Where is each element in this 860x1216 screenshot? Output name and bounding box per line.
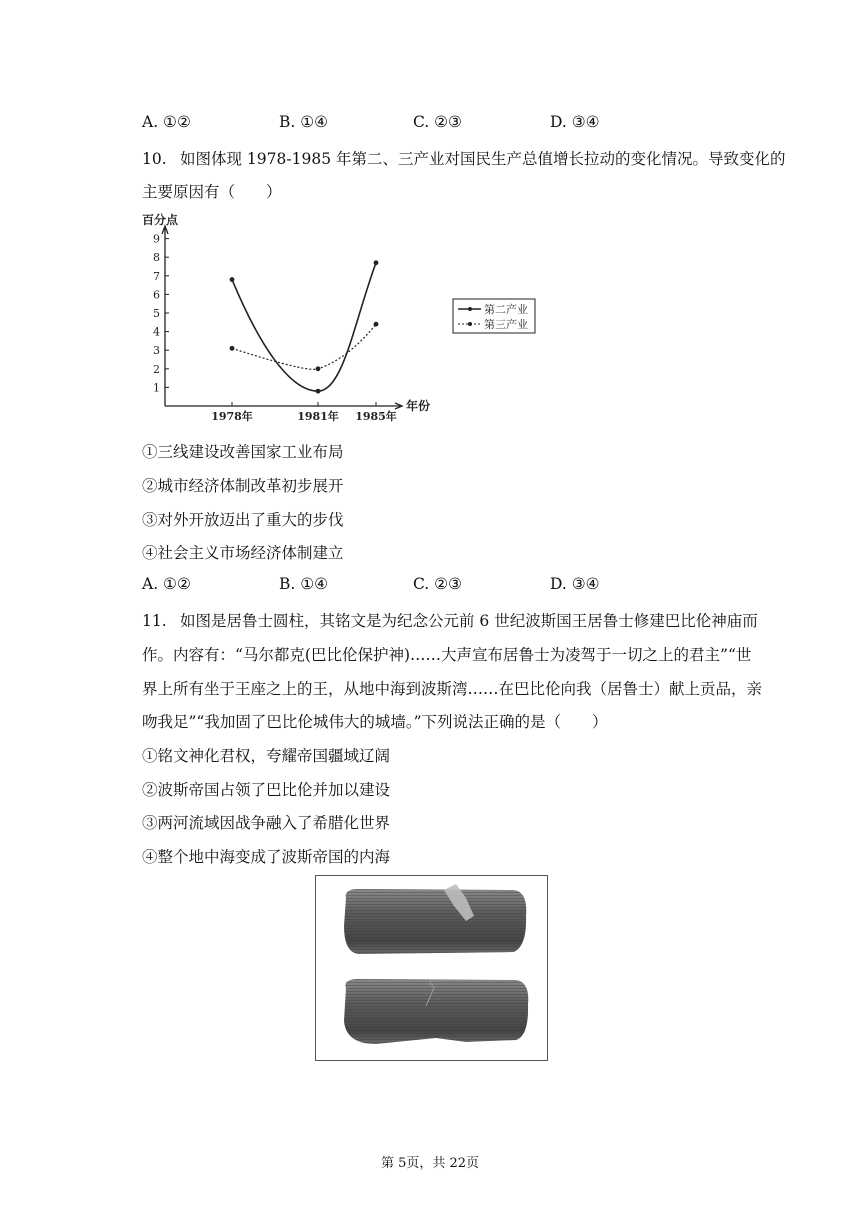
- legend-marker-1: [468, 307, 472, 311]
- gdp-contribution-chart: [140, 212, 560, 427]
- q9-option-a[interactable]: A. ①②: [142, 113, 191, 131]
- q9-options: [142, 113, 742, 135]
- q10-option-a[interactable]: A. ①②: [142, 575, 191, 593]
- y-tick-label: 9: [153, 232, 160, 246]
- cylinder-bottom: [344, 979, 528, 1044]
- series-point-2: [316, 366, 321, 371]
- y-tick-label: 7: [153, 269, 160, 283]
- series-point-1: [230, 277, 235, 282]
- x-tick-label: 1978年: [211, 410, 253, 423]
- q9-option-b[interactable]: B. ①④: [279, 113, 329, 131]
- q9-option-c[interactable]: C. ②③: [413, 113, 462, 131]
- y-tick-label: 2: [153, 362, 160, 376]
- legend-label-1: 第二产业: [484, 303, 528, 316]
- series-point-1: [374, 260, 379, 265]
- y-tick-label: 5: [153, 307, 160, 320]
- q11-statement-4: ④整个地中海变成了波斯帝国的内海: [142, 848, 391, 866]
- q11-statement-2: ②波斯帝国占领了巴比伦并加以建设: [142, 781, 391, 799]
- x-axis-label: 年份: [406, 399, 431, 413]
- q11-stem-line2: 作。内容有：“马尔都克(巴比伦保护神)……大声宣布居鲁士为凌驾于一切之上的君主”“世: [142, 646, 752, 664]
- q11-stem-line3: 界上所有坐于王座之上的王，从地中海到波斯湾……在巴比伦向我（居鲁士）献上贡品，亲: [142, 680, 763, 698]
- cyrus-cylinder-photo: [315, 875, 548, 1061]
- x-tick-label: 1981年: [297, 410, 339, 423]
- legend-marker-2: [468, 322, 472, 326]
- q11-stem-line1: [142, 609, 758, 631]
- series-point-2: [230, 346, 235, 351]
- q10-statement-3: ③对外开放迈出了重大的步伐: [142, 511, 344, 529]
- cylinder-top: [344, 884, 526, 954]
- legend-label-2: 第三产业: [484, 318, 528, 331]
- page-footer: 第 5页，共 22页: [380, 1156, 480, 1171]
- q10-option-d[interactable]: D. ③④: [550, 575, 600, 593]
- y-tick-label: 4: [153, 325, 160, 339]
- series-point-1: [316, 389, 321, 394]
- y-tick-label: 6: [153, 288, 160, 302]
- q9-option-d[interactable]: D. ③④: [550, 113, 600, 131]
- y-tick-label: 1: [153, 381, 160, 395]
- q10-statement-4: ④社会主义市场经济体制建立: [142, 544, 344, 562]
- q10-options: [142, 575, 742, 597]
- q11-number: 11.: [142, 612, 167, 630]
- q10-option-b[interactable]: B. ①④: [279, 575, 329, 593]
- q11-statement-1: ①铭文神化君权，夸耀帝国疆域辽阔: [142, 747, 391, 765]
- q10-option-c[interactable]: C. ②③: [413, 575, 462, 593]
- series-line-1: [232, 263, 376, 391]
- y-tick-label: 8: [153, 251, 160, 265]
- cyrus-cylinder-image: [316, 876, 547, 1060]
- line-chart-svg: [140, 212, 560, 427]
- q10-stem-text: 如图体现 1978-1985 年第二、三产业对国民生产总值增长拉动的变化情况。导致变化的: [180, 150, 786, 168]
- q10-number: 10.: [142, 150, 167, 168]
- series-point-2: [374, 322, 379, 327]
- q10-statement-2: ②城市经济体制改革初步展开: [142, 477, 344, 495]
- y-tick-label: 3: [153, 344, 160, 358]
- x-tick-label: 1985年: [355, 410, 397, 423]
- q10-statement-1: ①三线建设改善国家工业布局: [142, 443, 344, 461]
- q10-stem-line2: 主要原因有（ ）: [142, 183, 282, 201]
- q11-stem-text-1: 如图是居鲁士圆柱，其铭文是为纪念公元前 6 世纪波斯国王居鲁士修建巴比伦神庙而: [180, 612, 758, 630]
- y-axis-label: 百分点: [142, 213, 179, 227]
- q10-stem-line1: [142, 147, 786, 169]
- q11-stem-line4: 吻我足”“我加固了巴比伦城伟大的城墙。”下列说法正确的是（ ）: [142, 713, 608, 731]
- q11-statement-3: ③两河流域因战争融入了希腊化世界: [142, 814, 391, 832]
